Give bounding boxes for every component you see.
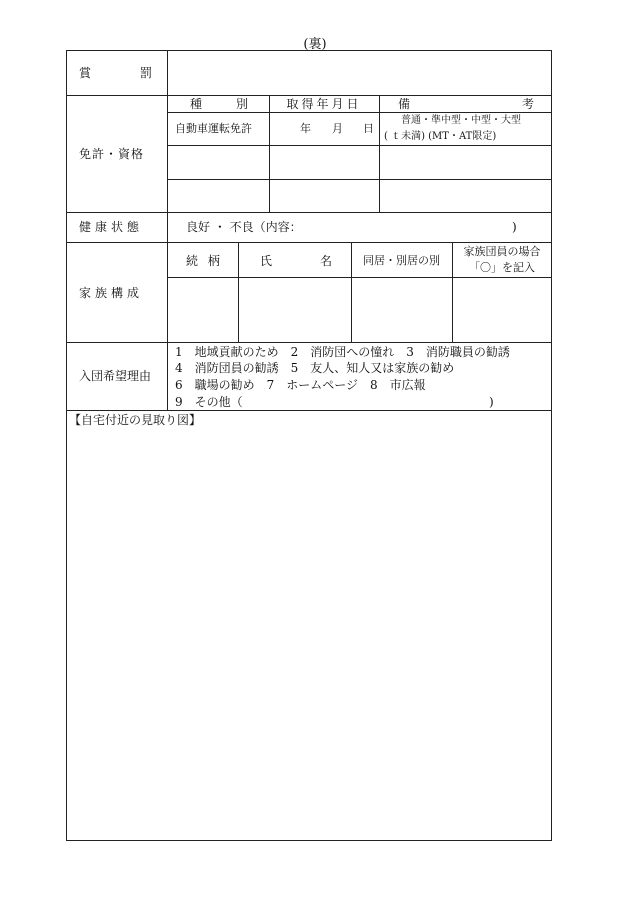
health-close-paren: ) xyxy=(512,220,517,234)
row-divider xyxy=(66,342,552,343)
reason-line: 6 職場の勧め 7 ホームページ 8 市広報 xyxy=(175,378,426,392)
license-grid-line xyxy=(379,95,380,212)
license-header-remarks-a: 備 xyxy=(398,97,411,111)
family-header-name-a: 氏 xyxy=(260,254,273,268)
reason-label: 入団希望理由 xyxy=(79,369,152,383)
reason-line: 1 地域貢献のため 2 消防団への憧れ 3 消防職員の勧誘 xyxy=(175,345,510,359)
license-grid-line xyxy=(167,179,552,180)
reason-line: 4 消防団員の勧誘 5 友人、知人又は家族の勧め xyxy=(175,361,455,375)
health-label: 健康状態 xyxy=(79,220,144,234)
awards-label-b: 罰 xyxy=(140,66,153,80)
family-header-cohabit: 同居・別居の別 xyxy=(363,254,440,267)
license-day-label: 日 xyxy=(363,122,374,135)
page-title: (裏) xyxy=(303,37,327,52)
row-divider xyxy=(66,212,552,213)
license-grid-line xyxy=(167,145,552,146)
family-header-member-line2: 「〇」を記入 xyxy=(469,261,535,274)
family-grid-line xyxy=(167,277,552,278)
reason-line: 9 その他（ xyxy=(175,395,243,409)
family-label: 家族構成 xyxy=(79,286,144,300)
row-divider xyxy=(66,95,552,96)
license-label: 免許・資格 xyxy=(79,147,145,161)
map-drawing-area[interactable] xyxy=(67,428,551,840)
license-remarks-line2: ( ｔ未満) (MT・AT限定) xyxy=(384,131,497,142)
license-grid-line xyxy=(167,112,552,113)
health-text: 良好 ・ 不良（内容： xyxy=(186,220,302,234)
family-header-name-b: 名 xyxy=(320,254,333,268)
family-grid-line xyxy=(238,242,239,342)
label-column-divider xyxy=(167,50,168,410)
reason-close-paren: ) xyxy=(489,395,494,409)
row-divider xyxy=(66,242,552,243)
license-grid-line xyxy=(269,95,270,212)
license-month-label: 月 xyxy=(332,122,343,135)
license-header-type-a: 種 xyxy=(190,97,203,111)
license-header-date: 取得年月日 xyxy=(286,97,362,111)
license-year-label: 年 xyxy=(300,122,311,135)
awards-label-a: 賞 xyxy=(79,66,92,80)
license-header-type-b: 別 xyxy=(236,97,249,111)
family-header-relation: 続 柄 xyxy=(186,254,223,268)
license-header-remarks-b: 考 xyxy=(522,97,535,111)
family-header-member-line1: 家族団員の場合 xyxy=(463,245,541,258)
license-remarks-line1: 普通・準中型・中型・大型 xyxy=(401,115,521,126)
license-type-value: 自動車運転免許 xyxy=(175,122,252,135)
row-divider xyxy=(66,410,552,411)
map-label: 【自宅付近の見取り図】 xyxy=(69,413,202,427)
